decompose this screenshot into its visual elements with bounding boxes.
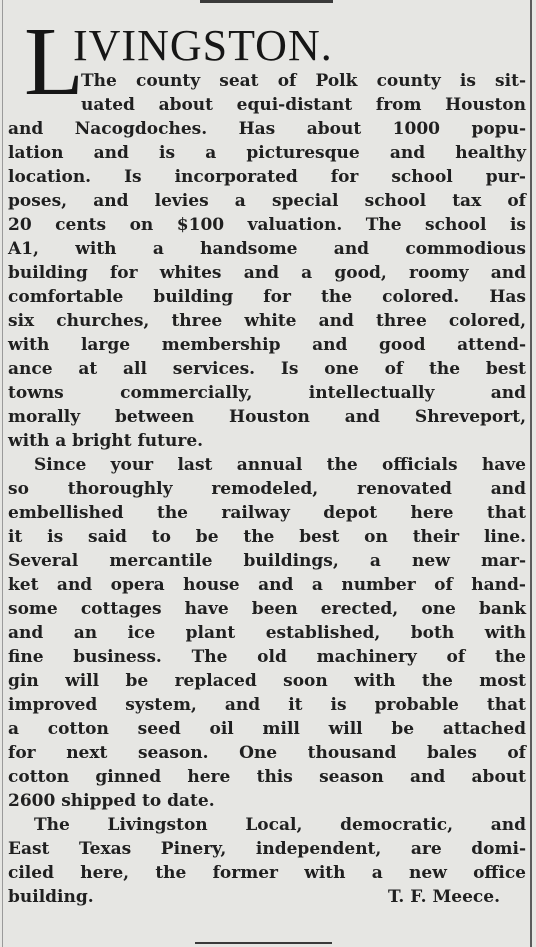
body-line: 20 cents on $100 valuation. The school is <box>8 215 526 235</box>
body-line: for next season. One thousand bales of <box>8 743 526 763</box>
body-line: uated about equi-distant from Houston <box>81 95 526 115</box>
body-line: fine business. The old machinery of the <box>8 647 526 667</box>
body-line: East Texas Pinery, independent, are domi- <box>8 839 526 859</box>
body-line: lation and is a picturesque and healthy <box>8 143 526 163</box>
body-line: a cotton seed oil mill will be attached <box>8 719 526 739</box>
body-line: some cottages have been erected, one bank <box>8 599 526 619</box>
body-line: with a bright future. <box>8 431 204 451</box>
body-line: ket and opera house and a number of hand- <box>8 575 526 595</box>
body-line: The Livingston Local, democratic, and <box>34 815 526 835</box>
body-line: gin will be replaced soon with the most <box>8 671 526 691</box>
body-line: cotton ginned here this season and about <box>8 767 526 787</box>
right-column-border <box>530 0 532 947</box>
body-line: Several mercantile buildings, a new mar- <box>8 551 526 571</box>
body-line: Since your last annual the officials have <box>34 455 526 475</box>
body-line: six churches, three white and three colored, <box>8 311 526 331</box>
body-line: it is said to be the best on their line. <box>8 527 526 547</box>
body-line: ciled here, the former with a new office <box>8 863 526 883</box>
body-line: poses, and levies a special school tax of <box>8 191 526 211</box>
left-column-border <box>2 0 3 947</box>
body-line: A1, with a handsome and commodious <box>8 239 526 259</box>
body-line: with large membership and good attend- <box>8 335 526 355</box>
bottom-rule <box>195 942 332 944</box>
body-line: so thoroughly remodeled, renovated and <box>8 479 526 499</box>
body-line: towns commercially, intellectually and <box>8 383 526 403</box>
drop-cap: L <box>24 8 84 116</box>
body-line: ance at all services. Is one of the best <box>8 359 526 379</box>
body-line: building for whites and a good, roomy and <box>8 263 526 283</box>
body-line: 2600 shipped to date. <box>8 791 215 811</box>
body-line: improved system, and it is probable that <box>8 695 526 715</box>
body-line: and Nacogdoches. Has about 1000 popu- <box>8 119 526 139</box>
headline: IVINGSTON. <box>73 21 333 70</box>
body-line: embellished the railway depot here that <box>8 503 526 523</box>
top-rule <box>200 0 333 3</box>
body-line: morally between Houston and Shreveport, <box>8 407 526 427</box>
body-line: and an ice plant established, both with <box>8 623 526 643</box>
body-line: building. <box>8 887 94 907</box>
signature: T. F. Meece. <box>387 887 500 907</box>
body-line: The county seat of Polk county is sit- <box>81 71 526 91</box>
body-line: comfortable building for the colored. Has <box>8 287 526 307</box>
body-line: location. Is incorporated for school pur- <box>8 167 526 187</box>
